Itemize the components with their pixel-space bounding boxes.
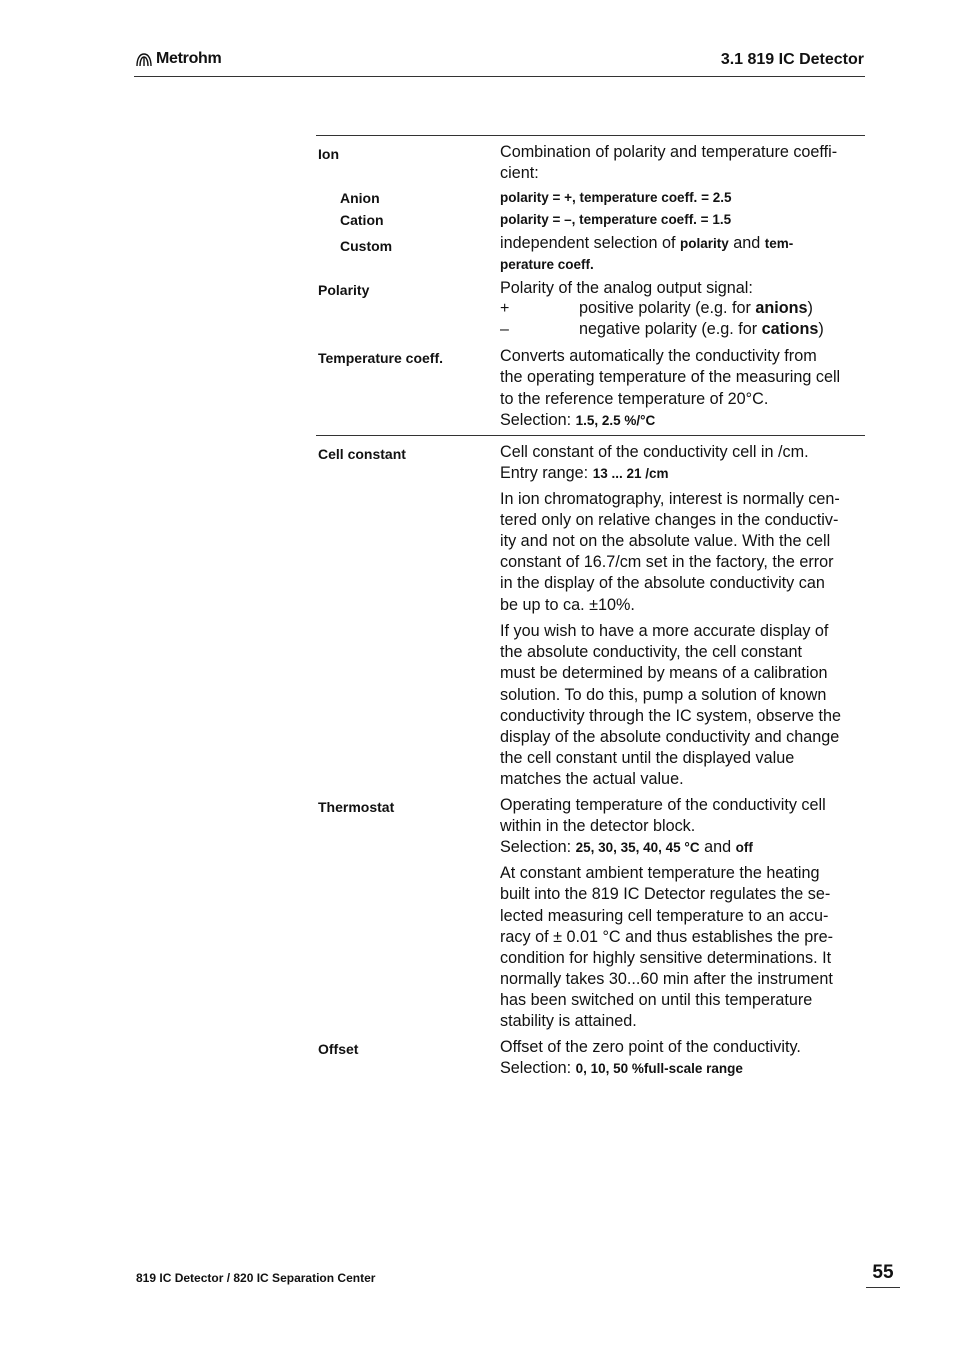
param-label-cell-constant: Cell constant: [318, 446, 406, 462]
table-top-divider: [316, 135, 865, 136]
minus-symbol: –: [500, 321, 509, 338]
tempcoeff-selection: Selection: 1.5, 2.5 %/°C: [500, 411, 656, 429]
thermostat-line: within in the detector block.: [500, 817, 696, 835]
header-divider: [134, 76, 865, 77]
thermostat-para: racy of ± 0.01 °C and thus establishes the pre-: [500, 928, 833, 946]
tempcoeff-line: to the reference temperature of 20°C.: [500, 390, 769, 408]
minus-desc: negative polarity (e.g. for cations): [579, 320, 824, 338]
cellconstant-para1: ity and not on the absolute value. With the cell: [500, 532, 831, 550]
thermostat-para: At constant ambient temperature the heating: [500, 864, 820, 882]
tempcoeff-line: Converts automatically the conductivity from: [500, 347, 817, 365]
cellconstant-para1: be up to ca. ±10%.: [500, 596, 635, 614]
custom-value-cont: perature coeff.: [500, 257, 594, 272]
thermostat-para: stability is attained.: [500, 1012, 637, 1030]
param-label-temperature-coeff: Temperature coeff.: [318, 350, 443, 366]
ion-desc-2: cient:: [500, 164, 539, 182]
offset-selection: Selection: 0, 10, 50 %full-scale range: [500, 1059, 743, 1077]
brand-name: Metrohm: [156, 50, 222, 67]
cellconstant-para2: solution. To do this, pump a solution of known: [500, 686, 827, 704]
cellconstant-para2: the cell constant until the displayed value: [500, 749, 795, 767]
cellconstant-para1: tered only on relative changes in the conductiv-: [500, 511, 839, 529]
thermostat-para: has been switched on until this temperature: [500, 991, 813, 1009]
cellconstant-para1: in the display of the absolute conductivity can: [500, 574, 825, 592]
cellconstant-para2: the absolute conductivity, the cell constant: [500, 643, 803, 661]
param-label-thermostat: Thermostat: [318, 799, 395, 815]
polarity-desc: Polarity of the analog output signal:: [500, 279, 753, 297]
plus-symbol: +: [500, 300, 510, 317]
cellconstant-para2: If you wish to have a more accurate display of: [500, 622, 829, 640]
cellconstant-para2: conductivity through the IC system, observe the: [500, 707, 842, 725]
cellconstant-para2: display of the absolute conductivity and change: [500, 728, 840, 746]
footer-title: 819 IC Detector / 820 IC Separation Center: [136, 1271, 376, 1285]
brand-logo: [135, 50, 221, 68]
ion-desc-1: Combination of polarity and temperature coeffi-: [500, 143, 838, 161]
param-label-anion: Anion: [340, 190, 380, 206]
param-label-offset: Offset: [318, 1041, 359, 1057]
param-label-cation: Cation: [340, 212, 384, 228]
cellconstant-para2: matches the actual value.: [500, 770, 684, 788]
param-label-polarity: Polarity: [318, 282, 370, 298]
thermostat-selection: Selection: 25, 30, 35, 40, 45 °C and off: [500, 838, 753, 856]
cellconstant-line: Cell constant of the conductivity cell in /cm.: [500, 443, 809, 461]
thermostat-line: Operating temperature of the conductivity cell: [500, 796, 826, 814]
cellconstant-para2: must be determined by means of a calibration: [500, 664, 828, 682]
thermostat-para: built into the 819 IC Detector regulates the se-: [500, 885, 831, 903]
section-title: 3.1 819 IC Detector: [720, 51, 864, 68]
thermostat-para: normally takes 30...60 min after the instrument: [500, 970, 833, 988]
plus-desc: positive polarity (e.g. for anions): [579, 299, 813, 317]
param-label-ion: Ion: [318, 146, 339, 162]
cellconstant-range: Entry range: 13 ... 21 /cm: [500, 464, 669, 482]
cellconstant-para1: In ion chromatography, interest is normally cen-: [500, 490, 840, 508]
section-divider: [316, 435, 865, 436]
thermostat-para: condition for highly sensitive determinations. It: [500, 949, 832, 967]
offset-line: Offset of the zero point of the conductivity.: [500, 1038, 801, 1056]
cellconstant-para1: constant of 16.7/cm set in the factory, the error: [500, 553, 834, 571]
tempcoeff-line: the operating temperature of the measuring cell: [500, 368, 841, 386]
cation-value: polarity = –, temperature coeff. = 1.5: [500, 212, 732, 227]
param-label-custom: Custom: [340, 238, 393, 254]
page-number: 55: [872, 1262, 894, 1283]
custom-value: independent selection of polarity and tem-: [500, 234, 794, 252]
metrohm-logo-icon: [135, 51, 153, 67]
anion-value: polarity = +, temperature coeff. = 2.5: [500, 190, 732, 205]
page-number-underline: [866, 1287, 900, 1288]
thermostat-para: lected measuring cell temperature to an accu-: [500, 907, 829, 925]
